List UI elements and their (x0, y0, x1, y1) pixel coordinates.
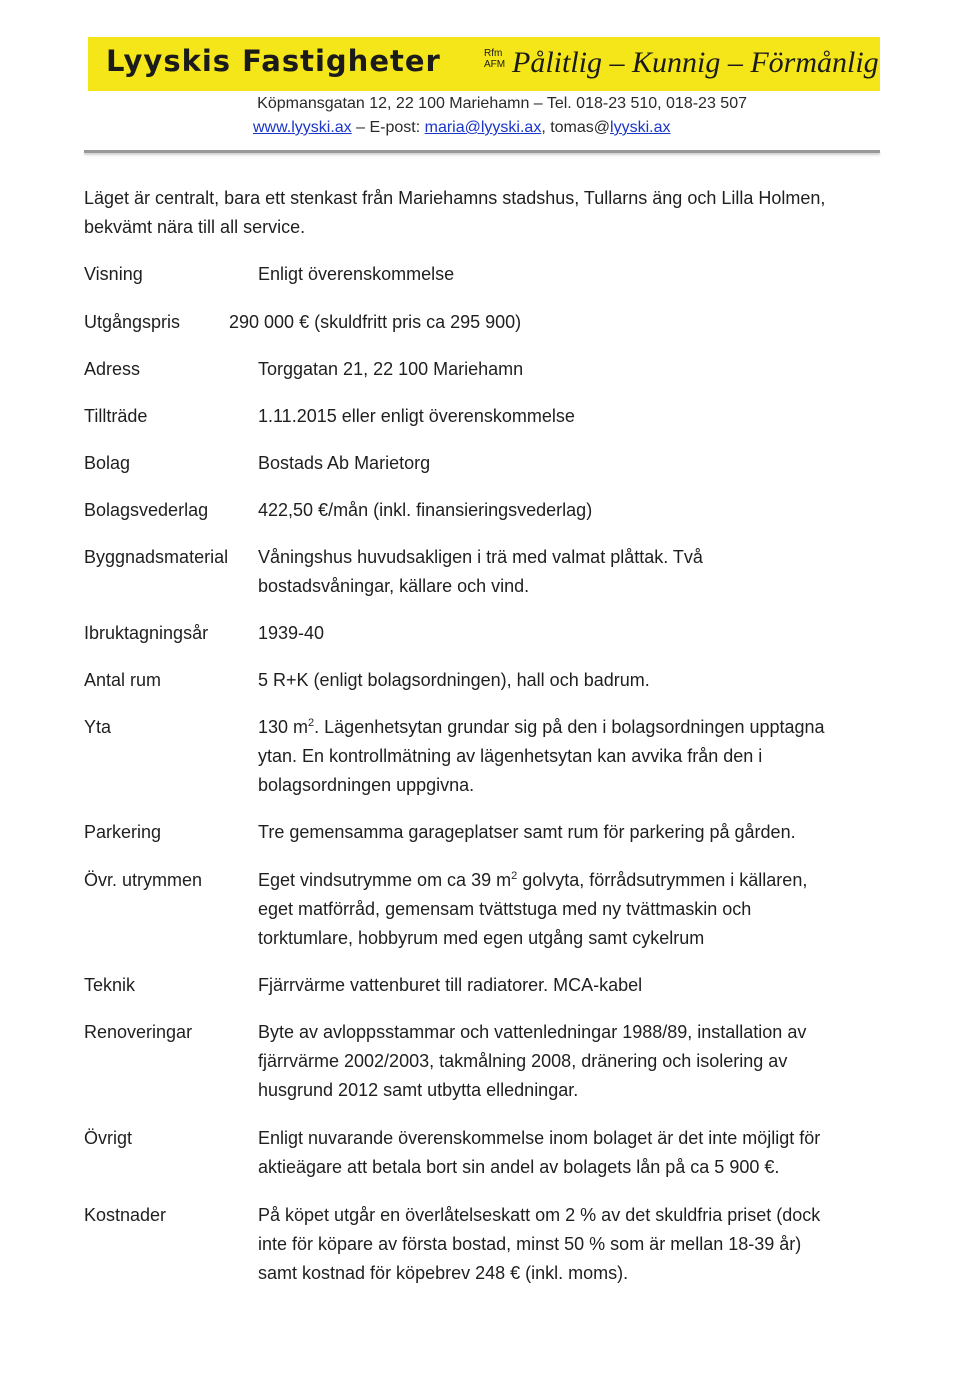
afm-label: AFM (484, 59, 506, 70)
value-bolagsvederlag: 422,50 €/mån (inkl. finansieringsvederlag) (258, 500, 593, 520)
value-utgangspris: 290 000 € (skuldfritt pris ca 295 900) (229, 312, 522, 332)
value-ovr-utrymmen-line-3: torktumlare, hobbyrum med egen utgång samt cykelrum (258, 928, 705, 948)
value-byggnadsmaterial-line-1: Våningshus huvudsakligen i trä med valmat plåttak. Två (258, 547, 703, 567)
value-yta-line-2: ytan. En kontrollmätning av lägenhetsytan kan avvika från den i (258, 746, 763, 766)
ovr-area: Eget vindsutrymme om ca 39 m (258, 870, 512, 890)
company-logo: Lyyskis Fastigheter (106, 44, 441, 78)
slogan: Pålitlig – Kunnig – Förmånlig (512, 46, 879, 79)
value-yta-line-1 (258, 713, 825, 742)
value-kostnader-line-2: inte för köpare av första bostad, minst 50 % som är mellan 18-39 år) (258, 1234, 802, 1254)
label-bolag: Bolag (84, 453, 131, 473)
value-visning: Enligt överenskommelse (258, 264, 455, 284)
yta-area: 130 m (258, 717, 309, 737)
label-renoveringar: Renoveringar (84, 1022, 193, 1042)
label-yta: Yta (84, 717, 112, 737)
value-teknik: Fjärrvärme vattenburet till radiatorer. MCA-kabel (258, 975, 643, 995)
label-ovr-utrymmen: Övr. utrymmen (84, 870, 203, 890)
email-separator: – E-post: (351, 119, 425, 136)
header-banner (88, 37, 880, 91)
email2-prefix: , tomas@ (541, 119, 611, 136)
label-ibruktagningsar: Ibruktagningsår (84, 623, 209, 643)
label-tilltrade: Tillträde (84, 406, 148, 426)
value-kostnader-line-1: På köpet utgår en överlåtelseskatt om 2 % av det skuldfria priset (dock (258, 1205, 821, 1225)
value-renoveringar-line-2: fjärrvärme 2002/2003, takmålning 2008, dränering och isolering av (258, 1051, 788, 1071)
label-parkering: Parkering (84, 822, 162, 842)
value-ovrigt-line-2: aktieägare att betala bort sin andel av bolagets lån på ca 5 900 €. (258, 1157, 780, 1177)
label-teknik: Teknik (84, 975, 136, 995)
value-ovrigt-line-1: Enligt nuvarande överenskommelse inom bolaget är det inte möjligt för (258, 1128, 821, 1148)
value-antal-rum: 5 R+K (enligt bolagsordningen), hall och badrum. (258, 670, 650, 690)
contact-links-line (253, 119, 670, 137)
ovr-superscript: 2 (511, 870, 518, 882)
label-ovrigt: Övrigt (84, 1128, 133, 1148)
rfm-afm-mark (484, 48, 505, 70)
label-utgangspris: Utgångspris (84, 312, 181, 332)
ovr-text: golvyta, förrådsutrymmen i källaren, (517, 870, 808, 890)
label-visning: Visning (84, 264, 143, 284)
value-ibruktagningsar: 1939-40 (258, 623, 325, 643)
email-link-tomas[interactable]: lyyski.ax (610, 119, 671, 136)
value-kostnader-line-3: samt kostnad för köpebrev 248 € (inkl. moms). (258, 1263, 629, 1283)
label-kostnader: Kostnader (84, 1205, 167, 1225)
yta-text: . Lägenhetsytan grundar sig på den i bolagsordningen upptagna (314, 717, 825, 737)
label-antal-rum: Antal rum (84, 670, 162, 690)
value-yta-line-3: bolagsordningen uppgivna. (258, 775, 475, 795)
rfm-label: Rfm (484, 48, 503, 59)
value-parkering: Tre gemensamma garageplatser samt rum för parkering på gården. (258, 822, 796, 842)
website-link[interactable]: www.lyyski.ax (253, 119, 352, 136)
value-adress: Torggatan 21, 22 100 Mariehamn (258, 359, 524, 379)
label-byggnadsmaterial: Byggnadsmaterial (84, 547, 229, 567)
contact-address-line: Köpmansgatan 12, 22 100 Mariehamn – Tel. 018-23 510, 018-23 507 (257, 95, 747, 112)
value-ovr-utrymmen-line-1 (258, 866, 807, 895)
value-tilltrade: 1.11.2015 eller enligt överenskommelse (258, 406, 575, 426)
intro-line-1: Läget är centralt, bara ett stenkast från Mariehamns stadshus, Tullarns äng och Lilla Holmen, (84, 188, 826, 208)
header-divider (84, 150, 880, 153)
email-link-maria[interactable]: maria@lyyski.ax (424, 119, 542, 136)
value-renoveringar-line-3: husgrund 2012 samt utbytta elledningar. (258, 1080, 579, 1100)
value-byggnadsmaterial-line-2: bostadsvåningar, källare och vind. (258, 576, 530, 596)
yta-superscript: 2 (308, 717, 315, 729)
label-adress: Adress (84, 359, 141, 379)
label-bolagsvederlag: Bolagsvederlag (84, 500, 209, 520)
value-ovr-utrymmen-line-2: eget matförråd, gemensam tvättstuga med ny tvättmaskin och (258, 899, 752, 919)
value-bolag: Bostads Ab Marietorg (258, 453, 431, 473)
value-renoveringar-line-1: Byte av avloppsstammar och vattenledningar 1988/89, installation av (258, 1022, 807, 1042)
intro-line-2: bekvämt nära till all service. (84, 217, 306, 237)
